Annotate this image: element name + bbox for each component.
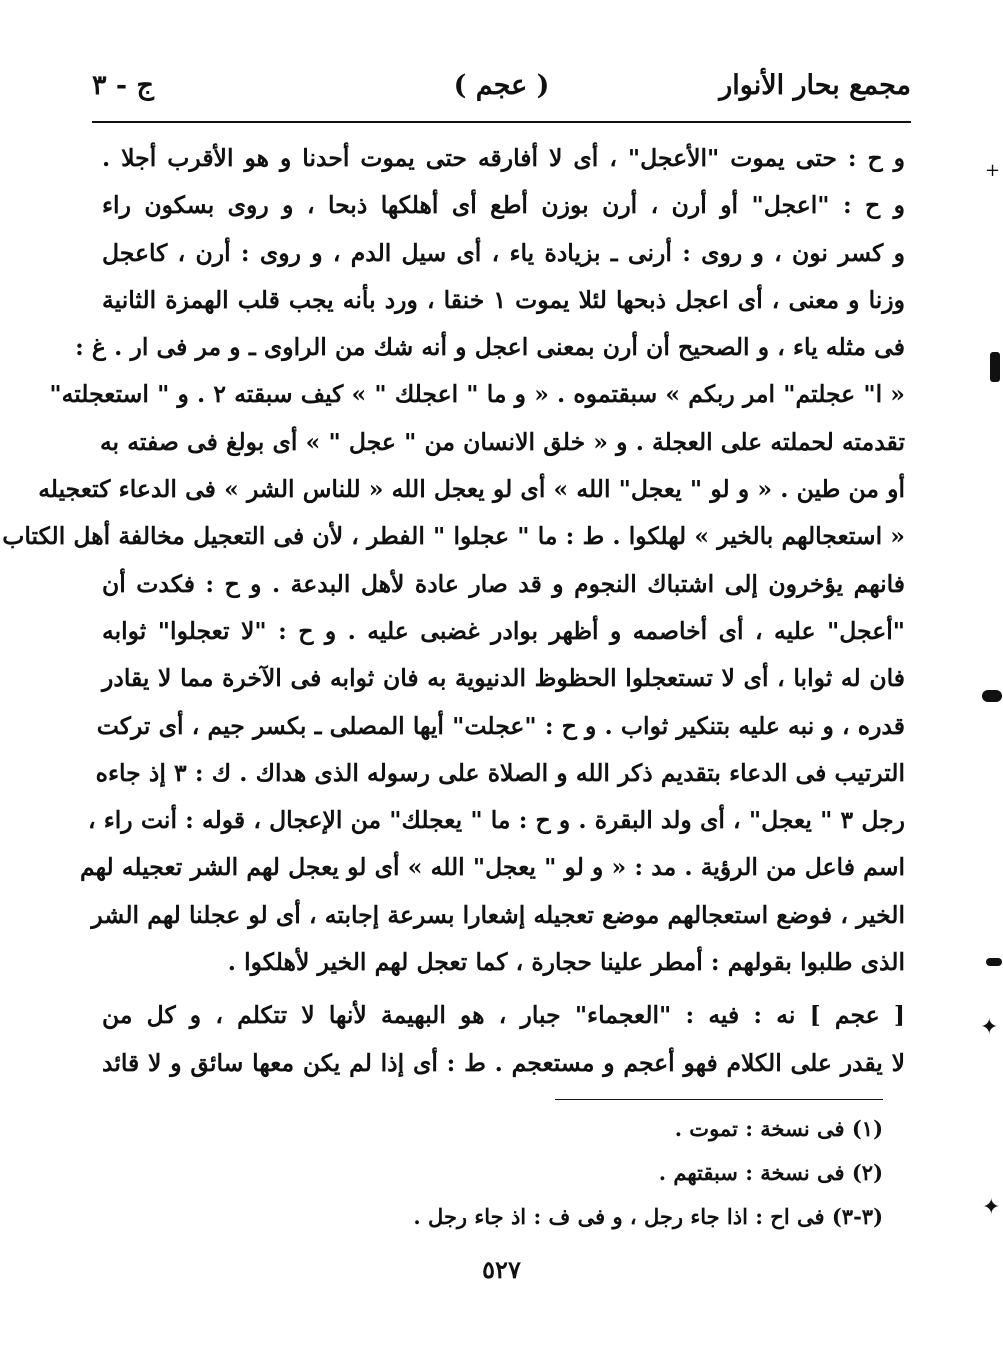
footnote: (١) فى نسخة : تموت . <box>674 1116 883 1141</box>
scan-mark: + <box>985 160 1001 181</box>
footnote-rule <box>555 1099 883 1100</box>
scan-mark: ✦ <box>982 1195 1001 1220</box>
text-line: رجل ٣ " يعجل" ، أى ولد البقرة . و ح : ما " يعجلك" من الإعجال ، قوله : أنت راء ، <box>87 806 905 835</box>
paragraph <box>2 135 906 986</box>
text-line: « ا" عجلتم" امر ربكم » سبقتموه . « و ما " اعجلك " » كيف سبقته ٢ . و " استعجلته" <box>49 380 905 409</box>
scan-mark <box>982 690 1002 702</box>
text-line: "أعجل" عليه ، أى أخاصمه و أظهر بوادر غضبى عليه . و ح : "لا تعجلوا" ثوابه <box>102 616 905 645</box>
text-line: الترتيب فى الدعاء بتقديم ذكر الله و الصلاة على رسوله الذى هداك . ك : ٣ إذ جاءه <box>95 758 905 787</box>
text-line: الذى طلبوا بقولهم : أمطر علينا حجارة ، كما تعجل لهم الخير لأهلكوا . <box>227 948 905 977</box>
text-line: وزنا و معنى ، أى اعجل ذبحها لئلا يموت ١ خنقا ، ورد بأنه يجب قلب الهمزة الثانية <box>102 285 906 314</box>
text-line: لا يقدر على الكلام فهو أعجم و مستعجم . ط : أى إذا لم يكن معها سائق و لا قائد <box>102 1048 905 1077</box>
paragraph <box>102 992 905 1087</box>
text-line: فان له ثوابا ، أى لا تستعجلوا الحظوظ الدنيوية به فان ثوابه فى الآخرة مما لا يقادر <box>102 664 905 693</box>
text-line: فى مثله ياء ، و الصحيح أن أرن بمعنى اعجل و أنه شك من الراوى ـ و مر فى ار . غ : <box>75 333 905 362</box>
text-line: « استعجالهم بالخير » لهلكوا . ط : ما " عجلوا " الفطر ، لأن فى التعجيل مخالفة أهل الكتاب <box>2 522 905 551</box>
text-line: و ح : حتى يموت "الأعجل" ، أى لا أفارقه حتى يموت أحدنا و هو الأقرب أجلا . <box>102 144 905 172</box>
text-line: اسم فاعل من الرؤية . مد : « و لو " يعجل" الله » أى لو يعجل لهم الشر تعجيله لهم <box>80 853 905 882</box>
scan-mark <box>990 352 1000 382</box>
running-header <box>92 70 911 116</box>
text-line: الخير ، فوضع استعجالهم موضع تعجيله إشعارا بسرعة إجابته ، أى لو عجلنا لهم الشر <box>91 900 905 929</box>
footnotes <box>283 1107 883 1239</box>
text-line: و ح : "اعجل" أو أرن ، أرن بوزن أطع أى أهلكها ذبحا ، و روى بسكون راء <box>102 191 905 220</box>
footnote: (٢) فى نسخة : سبقتهم . <box>658 1160 883 1185</box>
text-line: تقدمته لحملته على العجلة . و « خلق الانسان من " عجل " » أى بولغ فى صفته به <box>99 427 905 456</box>
scan-mark <box>986 958 1002 966</box>
footnote: (٣-٣) فى اح : اذا جاء رجل ، و فى ف : اذ جاء رجل . <box>413 1204 883 1229</box>
text-line: أو من طين . « و لو " يعجل" الله » أى لو يعجل الله « للناس الشر » فى الدعاء كتعجيله <box>38 475 905 504</box>
scan-mark: ✦ <box>980 1015 999 1040</box>
header-rule <box>92 121 911 123</box>
book-title: مجمع بحار الأنوار <box>719 70 911 101</box>
text-line: [ عجم ] نه : فيه : "العجماء" جبار ، هو البهيمة لأنها لا تتكلم ، و كل من <box>102 1001 905 1030</box>
text-line: و كسر نون ، و روى : أرنى ـ بزيادة ياء ، أى سيل الدم ، و روى : أرن ، كاعجل <box>102 238 905 267</box>
volume-number: ج - ٣ <box>92 70 154 101</box>
text-line: فانهم يؤخرون إلى اشتباك النجوم و قد صار عادة لأهل البدعة . و ح : فكدت أن <box>102 569 905 598</box>
page-number: ٥٢٧ <box>482 1255 521 1284</box>
main-text <box>2 135 906 1087</box>
text-line: قدره ، و نبه عليه بتنكير ثواب . و ح : "عجلت" أيها المصلى ـ بكسر جيم ، أى تركت <box>96 711 905 740</box>
entry-root: ( عجم ) <box>453 70 550 101</box>
